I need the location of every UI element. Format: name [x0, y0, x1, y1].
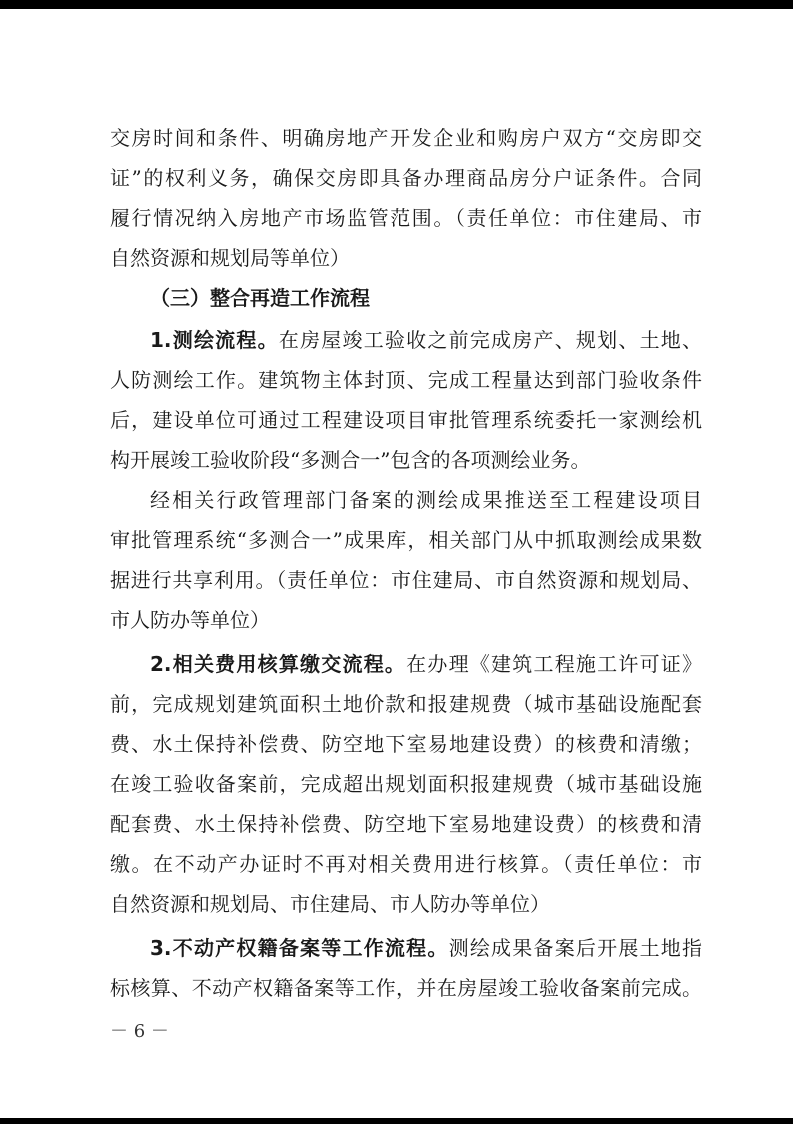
item-first-line	[150, 928, 702, 968]
item-first-line	[150, 644, 702, 684]
paragraph-line: 构开展竣工验收阶段“多测合一”包含的各项测绘业务。	[110, 448, 591, 472]
paragraph-line: 据进行共享利用。（责任单位：市住建局、市自然资源和规划局、	[110, 568, 702, 592]
item-text: 测绘成果备案后开展土地指	[448, 936, 702, 960]
paragraph-line: 经相关行政管理部门备案的测绘成果推送至工程建设项目	[150, 488, 702, 512]
paragraph-line: 配套费、水土保持补偿费、防空地下室易地建设费）的核费和清	[110, 812, 702, 836]
item-title: 1.测绘流程。	[150, 328, 279, 352]
item-first-line	[150, 320, 702, 360]
paragraph-line: 自然资源和规划局、市住建局、市人防办等单位）	[110, 892, 550, 916]
paragraph-line: 缴。在不动产办证时不再对相关费用进行核算。（责任单位：市	[110, 852, 702, 876]
item-text: 在房屋竣工验收之前完成房产、规划、土地、	[278, 328, 702, 352]
item-text: 在办理《建筑工程施工许可证》	[406, 652, 702, 676]
item-title: 2.相关费用核算缴交流程。	[150, 652, 407, 676]
paragraph-line: 交房时间和条件、明确房地产开发企业和购房户双方“交房即交	[110, 126, 702, 150]
paragraph-line: 后，建设单位可通过工程建设项目审批管理系统委托一家测绘机	[110, 408, 702, 432]
section-heading: （三）整合再造工作流程	[150, 286, 370, 310]
paragraph-line: 前，完成规划建筑面积土地价款和报建规费（城市基础设施配套	[110, 692, 702, 716]
paragraph-line: 自然资源和规划局等单位）	[110, 246, 350, 270]
paragraph-line: 在竣工验收备案前，完成超出规划面积报建规费（城市基础设施	[110, 772, 702, 796]
paragraph-line: 标核算、不动产权籍备案等工作，并在房屋竣工验收备案前完成。	[110, 976, 702, 1000]
paragraph-line: 费、水土保持补偿费、防空地下室易地建设费）的核费和清缴；	[110, 732, 702, 756]
top-scan-border	[0, 0, 793, 9]
item-title: 3.不动产权籍备案等工作流程。	[150, 936, 449, 960]
paragraph-line: 履行情况纳入房地产市场监管范围。（责任单位：市住建局、市	[110, 206, 702, 230]
paragraph-line: 市人防办等单位）	[110, 608, 270, 632]
paragraph-line: 人防测绘工作。建筑物主体封顶、完成工程量达到部门验收条件	[110, 368, 702, 392]
bottom-scan-border	[0, 1118, 793, 1124]
paragraph-line: 审批管理系统“多测合一”成果库，相关部门从中抓取测绘成果数	[110, 528, 702, 552]
page-number: － 6 －	[110, 1021, 169, 1042]
paragraph-line: 证”的权利义务，确保交房即具备办理商品房分户证条件。合同	[110, 166, 702, 190]
